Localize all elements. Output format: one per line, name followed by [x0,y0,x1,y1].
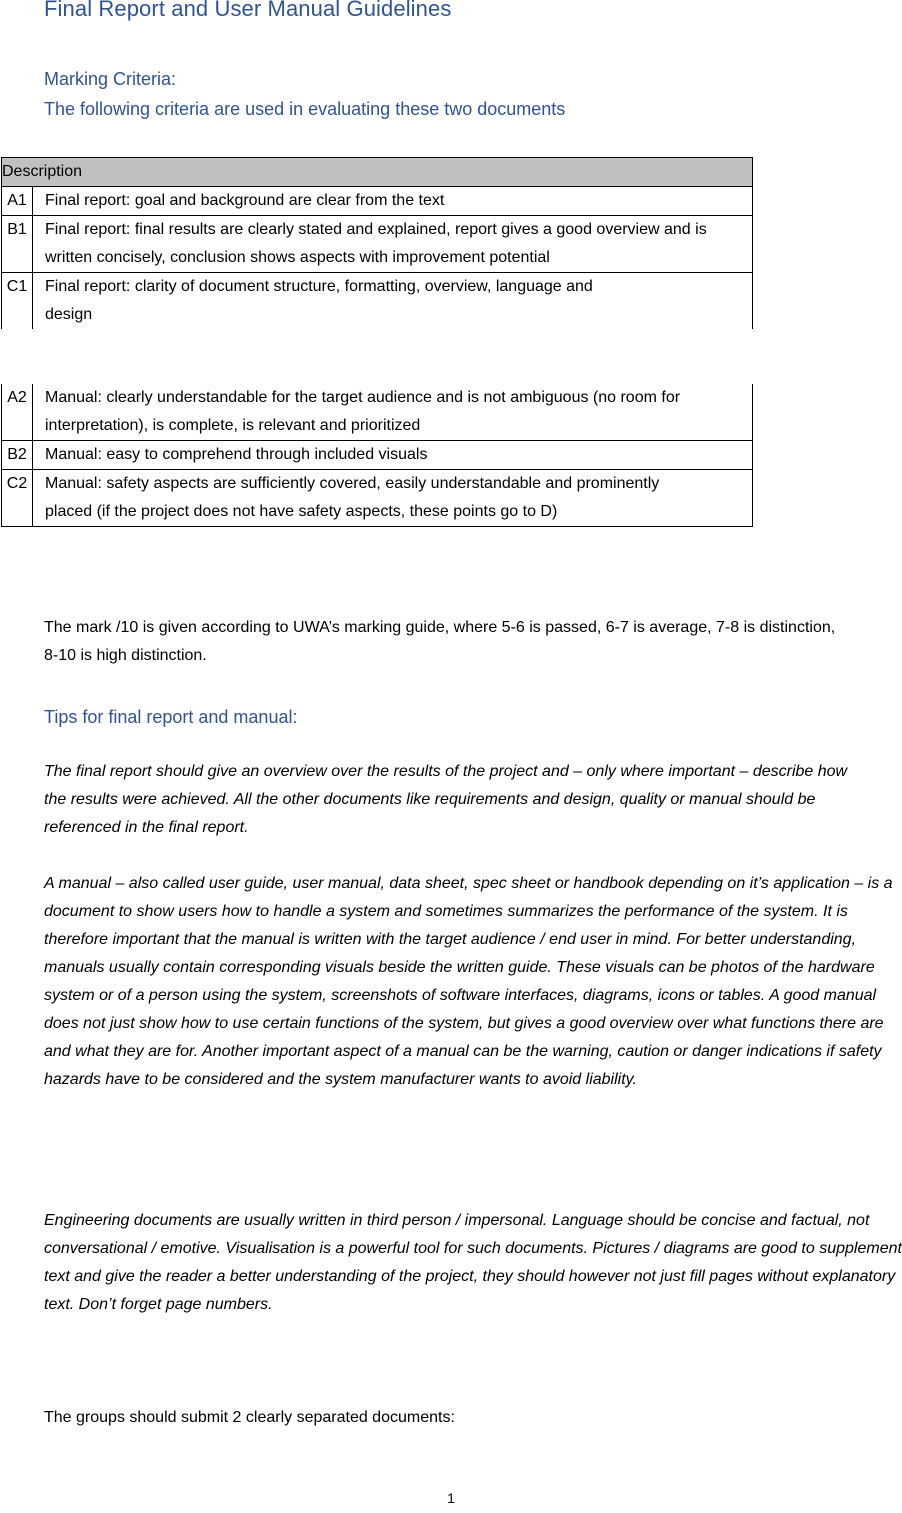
table-row [2,216,753,273]
criterion-code: A2 [2,384,33,441]
criterion-text: Manual: easy to comprehend through included visuals [33,441,753,470]
criterion-code: B2 [2,441,33,470]
table-row [2,273,753,330]
tips-paragraph-final-report: The final report should give an overview over the results of the project and – only where important – describe how the results were achieved. All the other documents like requirements and design, quality or manual should be referenced in the final report. [44,763,848,836]
table-row [2,187,753,216]
table-row [2,384,753,441]
criterion-text: Final report: clarity of document structure, formatting, overview, language and design [33,273,753,330]
table-row [2,470,753,527]
criterion-text: Final report: goal and background are clear from the text [33,187,753,216]
criterion-text: Manual: clearly understandable for the target audience and is not ambiguous (no room for interpretation), is complete, is relevant and prioritized [33,384,753,441]
page-number: 1 [447,1490,455,1506]
criterion-code: B1 [2,216,33,273]
tips-heading: Tips for final report and manual: [44,707,298,727]
table-header-row [2,158,753,187]
marking-criteria-subheading: The following criteria are used in evaluating these two documents [44,99,566,119]
criterion-code: C1 [2,273,33,330]
table-row [2,441,753,470]
marking-criteria-heading: Marking Criteria: [44,69,177,89]
table-header-description: Description [2,158,753,187]
criterion-code: C2 [2,470,33,527]
manual-criteria-table [1,384,753,527]
criterion-code: A1 [2,187,33,216]
submission-text: The groups should submit 2 clearly separated documents: [44,1409,455,1426]
criterion-text: Manual: safety aspects are sufficiently covered, easily understandable and prominently placed (if the project does not have safety aspects, these points go to D) [33,470,753,527]
report-criteria-table [1,157,753,329]
marking-guide-paragraph: The mark /10 is given according to UWA’s marking guide, where 5-6 is passed, 6-7 is average, 7-8 is distinction, 8-10 is high distinction. [44,619,836,664]
tips-paragraph-engineering: Engineering documents are usually written in third person / impersonal. Language should be concise and factual, not conversational / emotive. Visualisation is a powerful tool for such documents. Pictures / diagrams are good to supplement text and give the reader a better understanding of the project, they should however not just fill pages without explanatory text. Don’t forget page numbers. [44,1212,902,1313]
criterion-text: Final report: final results are clearly stated and explained, report gives a good overview and is written concisely, conclusion shows aspects with improvement potential [33,216,753,273]
page-title: Final Report and User Manual Guidelines [44,0,452,21]
tips-paragraph-manual: A manual – also called user guide, user manual, data sheet, spec sheet or handbook depending on it’s application – is a document to show users how to handle a system and sometimes summarizes the performance of the system. It is therefore important that the manual is written with the target audience / end user in mind. For better understanding, manuals usually contain corresponding visuals beside the written guide. These visuals can be photos of the hardware system or of a person using the system, screenshots of software interfaces, diagrams, icons or tables. A good manual does not just show how to use certain functions of the system, but gives a good overview over what functions there are and what they are for. Another important aspect of a manual can be the warning, caution or danger indications if safety hazards have to be considered and the system manufacturer wants to avoid liability. [44,875,893,1088]
